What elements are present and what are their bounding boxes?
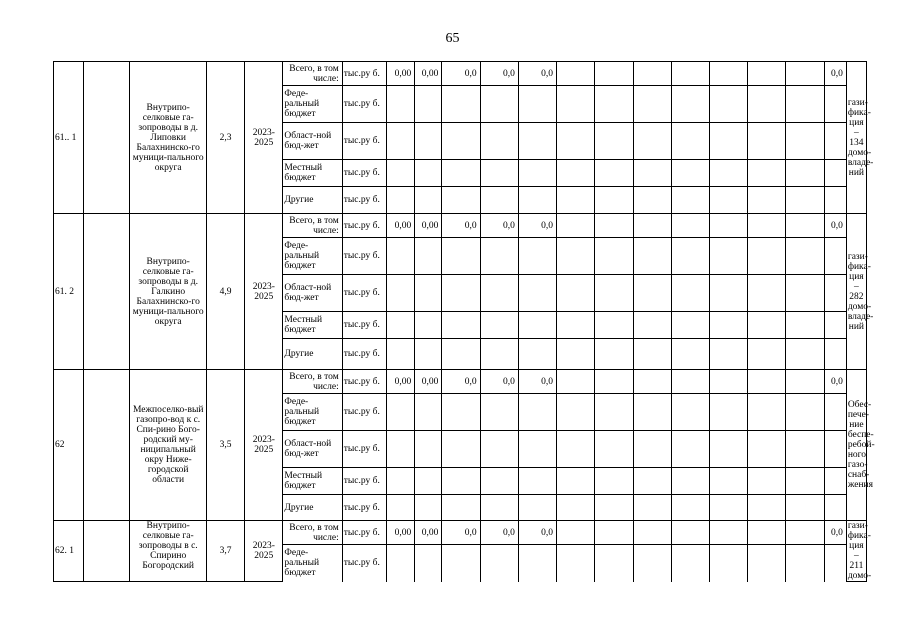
empty-cell [671, 187, 709, 214]
empty-cell [824, 160, 846, 187]
empty-cell [595, 187, 633, 214]
empty-cell [415, 312, 442, 339]
empty-cell [415, 495, 442, 521]
funding-source-federal: Феде-ральный бюджет [283, 394, 342, 431]
empty-cell [709, 123, 747, 160]
empty-cell [824, 275, 846, 312]
project-result: гази-фика-ция – 134 домо-владе-ний [846, 62, 866, 214]
empty-cell [709, 187, 747, 214]
empty-cell [480, 431, 518, 468]
total-value: 0,0 [824, 62, 846, 86]
empty-cell [557, 495, 595, 521]
total-value: 0,00 [387, 370, 415, 394]
table-row [54, 62, 867, 86]
empty-cell [824, 495, 846, 521]
empty-cell [671, 123, 709, 160]
empty-cell [595, 312, 633, 339]
total-value: 0,0 [480, 521, 518, 545]
unit-cell: тыс.ру б. [342, 62, 386, 86]
empty-cell [633, 394, 671, 431]
empty-cell [709, 86, 747, 123]
empty-cell [595, 238, 633, 275]
empty-cell [557, 431, 595, 468]
funding-source-federal: Феде-ральный бюджет [283, 238, 342, 275]
empty-cell [595, 62, 633, 86]
total-value: 0,00 [415, 370, 442, 394]
page-number: 65 [445, 31, 460, 46]
empty-cell [786, 545, 824, 582]
empty-cell [415, 187, 442, 214]
project-period: 2023-2025 [245, 62, 283, 214]
empty-cell [786, 468, 824, 495]
empty-cell [387, 187, 415, 214]
total-value: 0,0 [824, 370, 846, 394]
empty-cell [480, 275, 518, 312]
empty-cell [671, 545, 709, 582]
empty-cell [557, 86, 595, 123]
empty-cell [671, 312, 709, 339]
empty-cell [748, 370, 786, 394]
funding-source-total: Всего, в том числе: [283, 62, 342, 86]
empty-cell [786, 521, 824, 545]
total-value: 0,00 [415, 521, 442, 545]
empty-cell [748, 86, 786, 123]
empty-cell [415, 545, 442, 582]
empty-cell [633, 339, 671, 370]
project-name: Внутрипо-селковые га-зопроводы в д. Липовки Балахнинско-го муници-пального округа [130, 62, 206, 214]
empty-cell [480, 495, 518, 521]
empty-cell [671, 339, 709, 370]
empty-cell [442, 123, 480, 160]
empty-cell [633, 214, 671, 238]
empty-cell [786, 238, 824, 275]
unit-cell: тыс.ру б. [342, 275, 386, 312]
empty-cell [518, 468, 556, 495]
project-length: 4,9 [206, 214, 244, 370]
empty-cell [415, 86, 442, 123]
empty-cell [709, 495, 747, 521]
empty-cell [748, 275, 786, 312]
empty-cell [518, 275, 556, 312]
empty-cell [709, 468, 747, 495]
empty-cell [84, 521, 130, 582]
unit-cell: тыс.ру б. [342, 521, 386, 545]
project-length: 2,3 [206, 62, 244, 214]
empty-cell [518, 187, 556, 214]
empty-cell [633, 187, 671, 214]
empty-cell [824, 123, 846, 160]
unit-cell: тыс.ру б. [342, 495, 386, 521]
empty-cell [480, 545, 518, 582]
empty-cell [595, 275, 633, 312]
empty-cell [557, 545, 595, 582]
funding-source-local: Местный бюджет [283, 468, 342, 495]
empty-cell [595, 431, 633, 468]
total-value: 0,00 [387, 521, 415, 545]
empty-cell [595, 339, 633, 370]
total-value: 0,0 [442, 62, 480, 86]
empty-cell [557, 468, 595, 495]
total-value: 0,00 [415, 62, 442, 86]
project-period: 2023-2025 [245, 521, 283, 582]
empty-cell [786, 275, 824, 312]
empty-cell [786, 370, 824, 394]
empty-cell [824, 339, 846, 370]
total-value: 0,0 [480, 62, 518, 86]
empty-cell [480, 339, 518, 370]
empty-cell [671, 160, 709, 187]
empty-cell [480, 187, 518, 214]
empty-cell [387, 238, 415, 275]
empty-cell [633, 312, 671, 339]
total-value: 0,00 [387, 214, 415, 238]
empty-cell [671, 62, 709, 86]
empty-cell [442, 495, 480, 521]
empty-cell [518, 431, 556, 468]
project-number: 61.. 1 [54, 62, 84, 214]
empty-cell [709, 339, 747, 370]
funding-source-regional: Област-ной бюд-жет [283, 123, 342, 160]
empty-cell [709, 431, 747, 468]
unit-cell: тыс.ру б. [342, 394, 386, 431]
empty-cell [84, 62, 130, 214]
empty-cell [442, 312, 480, 339]
empty-cell [824, 86, 846, 123]
empty-cell [633, 275, 671, 312]
empty-cell [84, 214, 130, 370]
empty-cell [480, 394, 518, 431]
empty-cell [748, 238, 786, 275]
empty-cell [633, 238, 671, 275]
empty-cell [480, 468, 518, 495]
empty-cell [557, 62, 595, 86]
empty-cell [671, 394, 709, 431]
empty-cell [557, 394, 595, 431]
funding-source-total: Всего, в том числе: [283, 214, 342, 238]
empty-cell [480, 238, 518, 275]
empty-cell [595, 521, 633, 545]
project-length: 3,5 [206, 370, 244, 521]
funding-source-other: Другие [283, 339, 342, 370]
empty-cell [442, 394, 480, 431]
total-value: 0,0 [518, 214, 556, 238]
empty-cell [671, 275, 709, 312]
empty-cell [415, 238, 442, 275]
empty-cell [671, 468, 709, 495]
empty-cell [595, 214, 633, 238]
total-value: 0,00 [387, 62, 415, 86]
total-value: 0,0 [480, 370, 518, 394]
empty-cell [671, 370, 709, 394]
empty-cell [824, 468, 846, 495]
empty-cell [387, 312, 415, 339]
unit-cell: тыс.ру б. [342, 431, 386, 468]
empty-cell [442, 339, 480, 370]
empty-cell [633, 86, 671, 123]
empty-cell [442, 160, 480, 187]
empty-cell [518, 545, 556, 582]
empty-cell [748, 62, 786, 86]
empty-cell [633, 160, 671, 187]
empty-cell [442, 86, 480, 123]
empty-cell [557, 238, 595, 275]
unit-cell: тыс.ру б. [342, 312, 386, 339]
empty-cell [387, 123, 415, 160]
empty-cell [557, 370, 595, 394]
empty-cell [786, 394, 824, 431]
empty-cell [84, 370, 130, 521]
total-value: 0,0 [518, 521, 556, 545]
empty-cell [415, 468, 442, 495]
empty-cell [557, 339, 595, 370]
empty-cell [595, 86, 633, 123]
total-value: 0,0 [824, 214, 846, 238]
empty-cell [387, 339, 415, 370]
funding-source-total: Всего, в том числе: [283, 370, 342, 394]
funding-source-other: Другие [283, 187, 342, 214]
empty-cell [387, 275, 415, 312]
project-name: Внутрипо-селковые га-зопроводы в с. Спирино Богородский [130, 521, 206, 582]
empty-cell [709, 238, 747, 275]
empty-cell [480, 86, 518, 123]
project-result: гази-фика-ция – 211 домо- [847, 521, 872, 581]
empty-cell [557, 521, 595, 545]
empty-cell [786, 160, 824, 187]
unit-cell: тыс.ру б. [342, 214, 386, 238]
empty-cell [824, 238, 846, 275]
empty-cell [709, 275, 747, 312]
unit-cell: тыс.ру б. [342, 468, 386, 495]
empty-cell [786, 312, 824, 339]
empty-cell [748, 545, 786, 582]
empty-cell [824, 187, 846, 214]
funding-source-local: Местный бюджет [283, 160, 342, 187]
empty-cell [671, 238, 709, 275]
unit-cell: тыс.ру б. [342, 370, 386, 394]
empty-cell [786, 86, 824, 123]
empty-cell [824, 545, 846, 582]
empty-cell [387, 495, 415, 521]
empty-cell [748, 431, 786, 468]
empty-cell [557, 123, 595, 160]
total-value: 0,0 [442, 370, 480, 394]
empty-cell [824, 394, 846, 431]
empty-cell [442, 545, 480, 582]
empty-cell [595, 160, 633, 187]
empty-cell [595, 495, 633, 521]
total-value: 0,0 [442, 214, 480, 238]
unit-cell: тыс.ру б. [342, 187, 386, 214]
unit-cell: тыс.ру б. [342, 86, 386, 123]
empty-cell [480, 123, 518, 160]
unit-cell: тыс.ру б. [342, 160, 386, 187]
empty-cell [415, 339, 442, 370]
total-value: 0,0 [518, 62, 556, 86]
empty-cell [518, 123, 556, 160]
total-value: 0,0 [518, 370, 556, 394]
project-number: 61. 2 [54, 214, 84, 370]
empty-cell [595, 468, 633, 495]
funding-source-local: Местный бюджет [283, 312, 342, 339]
total-value: 0,00 [415, 214, 442, 238]
table-row [54, 521, 867, 545]
table-row [54, 370, 867, 394]
empty-cell [709, 370, 747, 394]
empty-cell [786, 339, 824, 370]
empty-cell [786, 187, 824, 214]
empty-cell [748, 160, 786, 187]
empty-cell [442, 468, 480, 495]
unit-cell: тыс.ру б. [342, 339, 386, 370]
empty-cell [633, 123, 671, 160]
empty-cell [671, 521, 709, 545]
empty-cell [557, 187, 595, 214]
empty-cell [709, 394, 747, 431]
empty-cell [671, 431, 709, 468]
empty-cell [633, 468, 671, 495]
empty-cell [786, 123, 824, 160]
empty-cell [671, 214, 709, 238]
funding-source-federal: Феде-ральный бюджет [283, 86, 342, 123]
empty-cell [824, 431, 846, 468]
empty-cell [824, 312, 846, 339]
budget-table [53, 61, 875, 582]
funding-source-other: Другие [283, 495, 342, 521]
unit-cell: тыс.ру б. [342, 123, 386, 160]
project-number: 62 [54, 370, 84, 521]
empty-cell [748, 521, 786, 545]
empty-cell [518, 394, 556, 431]
empty-cell [387, 431, 415, 468]
table-row [54, 214, 867, 238]
empty-cell [442, 187, 480, 214]
empty-cell [709, 521, 747, 545]
project-name: Межпоселко-вый газопро-вод к с. Спи-рино Бого-родский му-ниципальный окру Ниже-городской области [130, 370, 206, 521]
empty-cell [786, 214, 824, 238]
project-name: Внутрипо-селковые га-зопроводы в д. Галкино Балахнинско-го муници-пального округа [130, 214, 206, 370]
empty-cell [518, 160, 556, 187]
total-value: 0,0 [824, 521, 846, 545]
empty-cell [442, 238, 480, 275]
empty-cell [671, 86, 709, 123]
empty-cell [595, 123, 633, 160]
empty-cell [442, 431, 480, 468]
empty-cell [748, 468, 786, 495]
empty-cell [748, 495, 786, 521]
empty-cell [518, 86, 556, 123]
empty-cell [709, 62, 747, 86]
empty-cell [557, 312, 595, 339]
project-period: 2023-2025 [245, 370, 283, 521]
total-value: 0,0 [442, 521, 480, 545]
empty-cell [633, 370, 671, 394]
empty-cell [709, 545, 747, 582]
empty-cell [480, 312, 518, 339]
empty-cell [518, 238, 556, 275]
empty-cell [387, 468, 415, 495]
empty-cell [748, 123, 786, 160]
empty-cell [595, 545, 633, 582]
empty-cell [633, 545, 671, 582]
empty-cell [518, 312, 556, 339]
empty-cell [748, 312, 786, 339]
empty-cell [387, 160, 415, 187]
empty-cell [633, 521, 671, 545]
empty-cell [518, 339, 556, 370]
empty-cell [748, 187, 786, 214]
empty-cell [557, 160, 595, 187]
empty-cell [557, 214, 595, 238]
empty-cell [442, 275, 480, 312]
project-result: гази-фика-ция – 282 домо-владе-ний [846, 214, 866, 370]
project-number: 62. 1 [54, 521, 84, 582]
empty-cell [671, 495, 709, 521]
empty-cell [709, 160, 747, 187]
empty-cell [786, 495, 824, 521]
unit-cell: тыс.ру б. [342, 238, 386, 275]
empty-cell [748, 339, 786, 370]
empty-cell [709, 312, 747, 339]
empty-cell [480, 160, 518, 187]
funding-source-regional: Област-ной бюд-жет [283, 431, 342, 468]
empty-cell [786, 62, 824, 86]
total-value: 0,0 [480, 214, 518, 238]
empty-cell [595, 370, 633, 394]
funding-source-federal: Феде-ральный бюджет [283, 545, 342, 582]
unit-cell: тыс.ру б. [342, 545, 386, 582]
empty-cell [415, 123, 442, 160]
empty-cell [633, 62, 671, 86]
empty-cell [633, 495, 671, 521]
project-length: 3,7 [206, 521, 244, 582]
empty-cell [415, 394, 442, 431]
empty-cell [518, 495, 556, 521]
empty-cell [387, 394, 415, 431]
empty-cell [557, 275, 595, 312]
funding-source-total: Всего, в том числе: [283, 521, 342, 545]
empty-cell [786, 431, 824, 468]
empty-cell [748, 394, 786, 431]
project-period: 2023-2025 [245, 214, 283, 370]
empty-cell [633, 431, 671, 468]
empty-cell [387, 86, 415, 123]
project-result: Обес-пече-ние беспе-ребой-ного газо-снаб-жения [846, 370, 866, 521]
empty-cell [595, 394, 633, 431]
empty-cell [748, 214, 786, 238]
empty-cell [415, 431, 442, 468]
funding-source-regional: Област-ной бюд-жет [283, 275, 342, 312]
empty-cell [387, 545, 415, 582]
empty-cell [415, 275, 442, 312]
empty-cell [709, 214, 747, 238]
empty-cell [415, 160, 442, 187]
